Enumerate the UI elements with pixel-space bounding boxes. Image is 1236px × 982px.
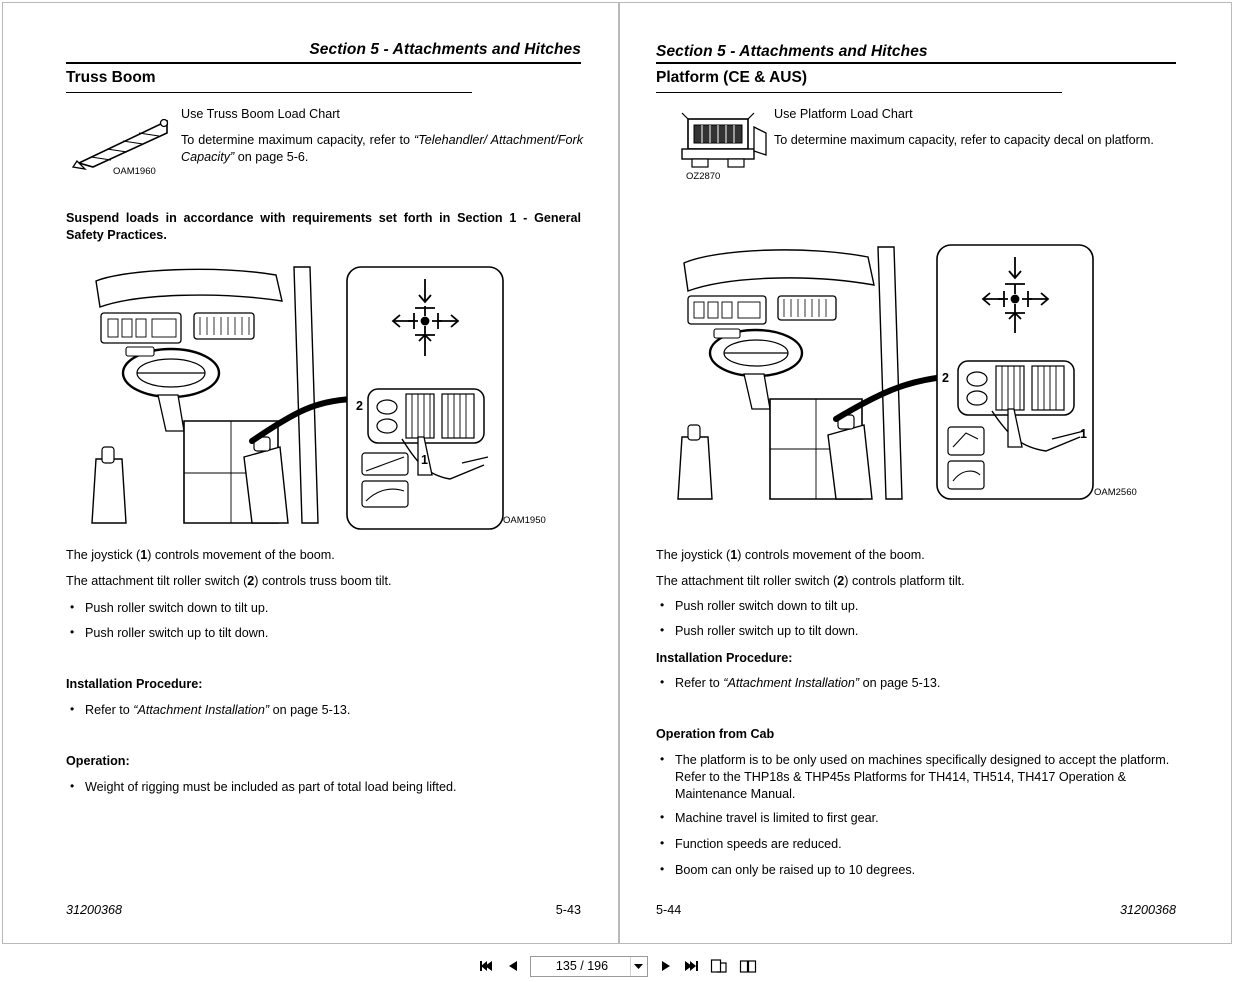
load-chart-body-right: To determine maximum capacity, refer to capacity decal on platform. xyxy=(774,133,1154,147)
joystick-num: 1 xyxy=(730,548,738,562)
list-item: • Push roller switch up to tilt down. xyxy=(658,623,1158,640)
tilt-num: 2 xyxy=(247,574,255,588)
install-ref-italic: “Attachment Installation” xyxy=(723,676,860,690)
joystick-text-post: ) controls movement of the boom. xyxy=(147,548,335,562)
joystick-text-pre: The joystick ( xyxy=(66,548,141,562)
operation-list-item: • Boom can only be raised up to 10 degrees. xyxy=(658,862,1178,879)
install-pre: Refer to xyxy=(675,676,724,690)
footer-doc-number-right: 31200368 xyxy=(1119,903,1176,917)
install-post: on page 5-13. xyxy=(859,676,941,690)
footer-doc-number-left: 31200368 xyxy=(66,903,123,917)
footer-page-number-left: 5-43 xyxy=(555,903,581,917)
load-chart-heading-right: Use Platform Load Chart xyxy=(774,107,913,121)
load-chart-body-left xyxy=(181,132,583,166)
page-left[interactable] xyxy=(2,2,619,944)
installation-list-item xyxy=(68,702,568,719)
cab-controls-figure-left xyxy=(66,261,556,531)
tilt-text-post: ) controls truss boom tilt. xyxy=(254,574,392,588)
operation-list-item: • Function speeds are reduced. xyxy=(658,836,1178,853)
page-title-rule-right xyxy=(656,92,1062,93)
facing-page-view-icon[interactable] xyxy=(738,956,758,976)
callout-1-left: 1 xyxy=(421,453,428,467)
load-chart-body-tail: on page 5-6. xyxy=(234,150,309,164)
list-item: • Push roller switch down to tilt up. xyxy=(68,600,568,617)
cab-controls-figure-right xyxy=(656,241,1188,506)
tilt-text-pre: The attachment tilt roller switch ( xyxy=(656,574,838,588)
viewer-toolbar xyxy=(0,950,1236,982)
install-ref-italic: “Attachment Installation” xyxy=(133,703,270,717)
installation-list-item xyxy=(658,675,1158,692)
section-header-rule-left xyxy=(66,62,581,64)
installation-heading-right: Installation Procedure: xyxy=(656,651,793,665)
callout-1-right: 1 xyxy=(1080,427,1087,441)
footer-page-number-right: 5-44 xyxy=(656,903,682,917)
joystick-paragraph-left xyxy=(66,547,581,564)
figure-caption-oz2870: OZ2870 xyxy=(686,171,721,182)
callout-2-left: 2 xyxy=(356,399,363,413)
tilt-text-pre: The attachment tilt roller switch ( xyxy=(66,574,248,588)
truss-boom-icon xyxy=(71,111,171,171)
figure-caption-oam1950: OAM1950 xyxy=(503,515,546,526)
operation-list-item: • Machine travel is limited to first gear. xyxy=(658,810,1178,827)
next-page-icon[interactable] xyxy=(657,956,674,976)
page-title-left: Truss Boom xyxy=(66,69,156,86)
installation-heading-left: Installation Procedure: xyxy=(66,677,203,691)
page-number-value: 135 / 196 xyxy=(555,959,609,973)
first-page-icon[interactable] xyxy=(478,956,495,976)
operation-list-item: • Weight of rigging must be included as part of total load being lifted. xyxy=(68,779,578,796)
install-post: on page 5-13. xyxy=(269,703,351,717)
tilt-text-post: ) controls platform tilt. xyxy=(844,574,965,588)
joystick-num: 1 xyxy=(140,548,148,562)
page-title-right: Platform (CE & AUS) xyxy=(656,69,807,86)
page-title-rule-left xyxy=(66,92,472,93)
load-chart-body-text: To determine maximum capacity, refer to xyxy=(181,133,411,147)
page-right[interactable] xyxy=(619,2,1232,944)
callout-2-right: 2 xyxy=(942,371,949,385)
joystick-paragraph-right xyxy=(656,547,1176,564)
section-header-left: Section 5 - Attachments and Hitches xyxy=(309,41,581,58)
figure-caption-oam2560: OAM2560 xyxy=(1094,487,1137,498)
single-page-view-icon[interactable] xyxy=(709,956,729,976)
operation-list-item: • The platform is to be only used on machines specifically designed to accept the platform. Refer to the THP18s & THP45s Platforms for TH414, TH514, TH417 Operation & Maintenance Manual. xyxy=(658,752,1178,803)
page-number-input[interactable] xyxy=(530,956,648,977)
section-header-right: Section 5 - Attachments and Hitches xyxy=(656,43,928,60)
previous-page-icon[interactable] xyxy=(504,956,521,976)
chevron-down-icon[interactable] xyxy=(630,957,645,976)
tilt-paragraph-right xyxy=(656,573,1176,590)
tilt-num: 2 xyxy=(837,574,845,588)
install-pre: Refer to xyxy=(85,703,134,717)
joystick-text-pre: The joystick ( xyxy=(656,548,731,562)
joystick-text-post: ) controls movement of the boom. xyxy=(737,548,925,562)
list-item: • Push roller switch up to tilt down. xyxy=(68,625,568,642)
last-page-icon[interactable] xyxy=(683,956,700,976)
safety-warning-left: Suspend loads in accordance with requirements set forth in Section 1 - General Safety Practices. xyxy=(66,211,581,242)
load-chart-ref-italic: “Telehandler/ Attachment/Fork Capacity” xyxy=(181,133,583,164)
platform-icon xyxy=(672,107,772,173)
tilt-paragraph-left xyxy=(66,573,581,590)
list-item: • Push roller switch down to tilt up. xyxy=(658,598,1158,615)
operation-heading-left: Operation: xyxy=(66,754,130,768)
operation-heading-right: Operation from Cab xyxy=(656,727,775,741)
load-chart-heading-left: Use Truss Boom Load Chart xyxy=(181,107,340,121)
figure-caption-oam1960: OAM1960 xyxy=(113,166,156,177)
section-header-rule-right xyxy=(656,62,1176,64)
